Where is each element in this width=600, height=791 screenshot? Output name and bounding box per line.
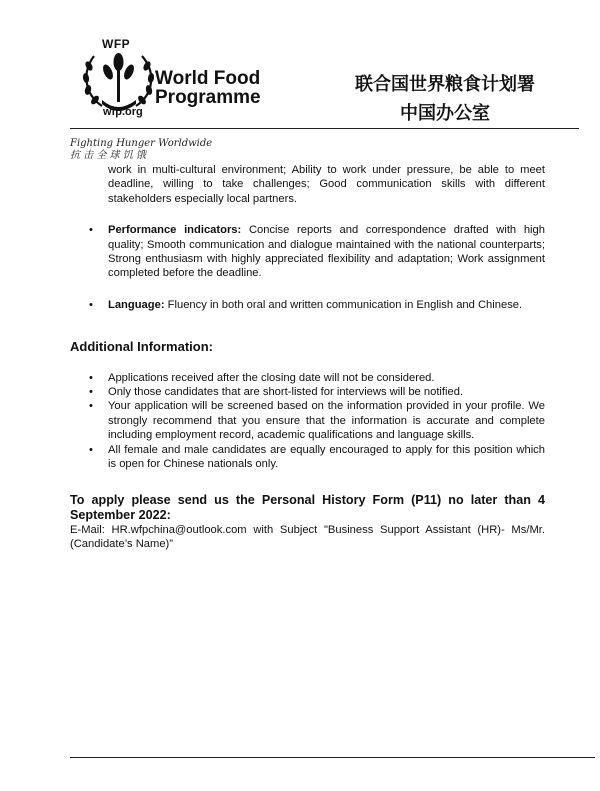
list-item: • Performance indicators: Concise reports and correspondence drafted with high quality; Smooth communication and dialogue maintained with the national counterparts; Strong enthusiasm with highly appreciated flexibility and adaptation; Work assignment completed before the deadline.: [70, 223, 545, 281]
additional-info-list: [70, 371, 545, 472]
list-item: • All female and male candidates are equally encouraged to apply for this position which is open for Chinese nationals only.: [70, 443, 545, 472]
org-url: wfp.org: [103, 106, 143, 118]
wfp-logo: [80, 34, 280, 129]
requirements-list: [70, 223, 545, 312]
list-item: • Language: Fluency in both oral and written communication in English and Chinese.: [70, 298, 545, 312]
additional-info-heading: Additional Information:: [70, 339, 213, 355]
list-item: • Your application will be screened based on the information provided in your profile. We strongly recommend that you ensure that the information is accurate and complete including employment record, academic qualifications and language skills.: [70, 399, 545, 442]
apply-email-line: E-Mail: HR.wfpchina@outlook.com with Subject "Business Support Assistant (HR)- Ms/Mr. (Candidate’s Name)”: [70, 523, 545, 550]
list-item: • Only those candidates that are short-listed for interviews will be notified.: [70, 385, 545, 399]
document-body: [70, 163, 545, 551]
cn-office-title: 联合国世界粮食计划署 中国办公室: [355, 74, 535, 123]
apply-heading: To apply please send us the Personal History Form (P11) no later than 4 September 2022:: [70, 492, 545, 522]
header-divider: [70, 128, 579, 129]
competencies-continued: work in multi-cultural environment; Ability to work under pressure, be able to meet deadline, willing to take challenges; Good communication skills with different stakeholders especially local partners.: [108, 164, 545, 205]
list-item: • Applications received after the closing date will not be considered.: [70, 371, 545, 385]
org-name: World Food Programme: [155, 68, 261, 108]
wfp-acronym: WFP: [102, 37, 131, 51]
footer-divider: [70, 757, 595, 758]
tagline: Fighting Hunger Worldwide 抗 击 全 球 饥 饿: [70, 138, 213, 161]
